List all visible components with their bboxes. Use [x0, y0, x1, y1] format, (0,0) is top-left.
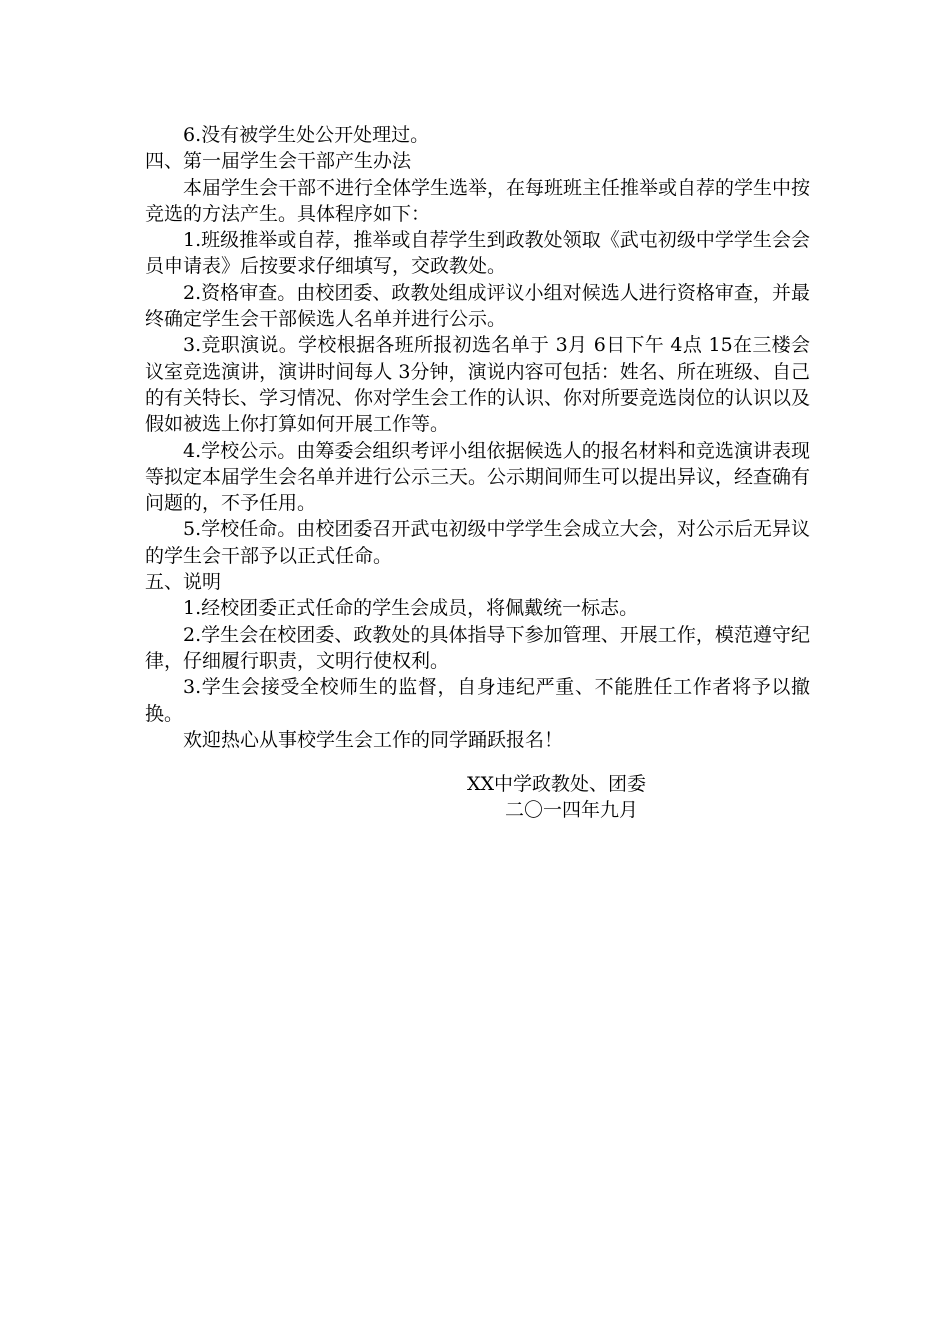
section-heading-4: 四、第一届学生会干部产生办法	[145, 150, 412, 173]
document-body	[145, 122, 810, 753]
section-heading-5: 五、说明	[145, 571, 222, 594]
paragraph-item-6: 6.没有被学生处公开处理过。	[183, 124, 430, 146]
paragraph-note-3: 3.学生会接受全校师生的监督，自身违纪严重、不能胜任工作者将予以撤换。	[145, 676, 810, 725]
paragraph-step-5: 5.学校任命。由校团委召开武屯初级中学学生会成立大会，对公示后无异议的学生会干部予以正式任命。	[145, 518, 810, 567]
paragraph-note-1: 1.经校团委正式任命的学生会成员，将佩戴统一标志。	[183, 597, 639, 620]
paragraph-step-2: 2.资格审查。由校团委、政教处组成评议小组对候选人进行资格审查，并最终确定学生会干部候选人名单并进行公示。	[145, 281, 810, 331]
paragraph-note-2: 2.学生会在校团委、政教处的具体指导下参加管理、开展工作，模范遵守纪律，仔细履行职责，文明行使权利。	[145, 623, 810, 672]
signature-organization: XX中学政教处、团委	[467, 773, 647, 795]
paragraph-step-1: 1.班级推举或自荐，推举或自荐学生到政教处领取《武屯初级中学学生会会员申请表》后按要求仔细填写，交政教处。	[145, 229, 810, 278]
signature-date: 二〇一四年九月	[505, 799, 639, 821]
paragraph-step-3: 3.竞职演说。学校根据各班所报初选名单于 3月 6日下午 4点 15在三楼会议室竞选演讲，演讲时间每人 3分钟，演说内容可包括：姓名、所在班级、自己的有关特长、学习情况、你对学生会工作的认识、你对所要竞选岗位的认识以及假如被选上你打算如何开展工作等。	[145, 334, 811, 436]
paragraph-intro: 本届学生会干部不进行全体学生选举，在每班班主任推举或自荐的学生中按竞选的方法产生。具体程序如下：	[145, 176, 811, 225]
paragraph-step-4: 4.学校公示。由筹委会组织考评小组依据候选人的报名材料和竞选演讲表现等拟定本届学生会名单并进行公示三天。公示期间师生可以提出异议，经查确有问题的，不予任用。	[145, 439, 811, 515]
paragraph-closing: 欢迎热心从事校学生会工作的同学踊跃报名！	[183, 728, 564, 751]
